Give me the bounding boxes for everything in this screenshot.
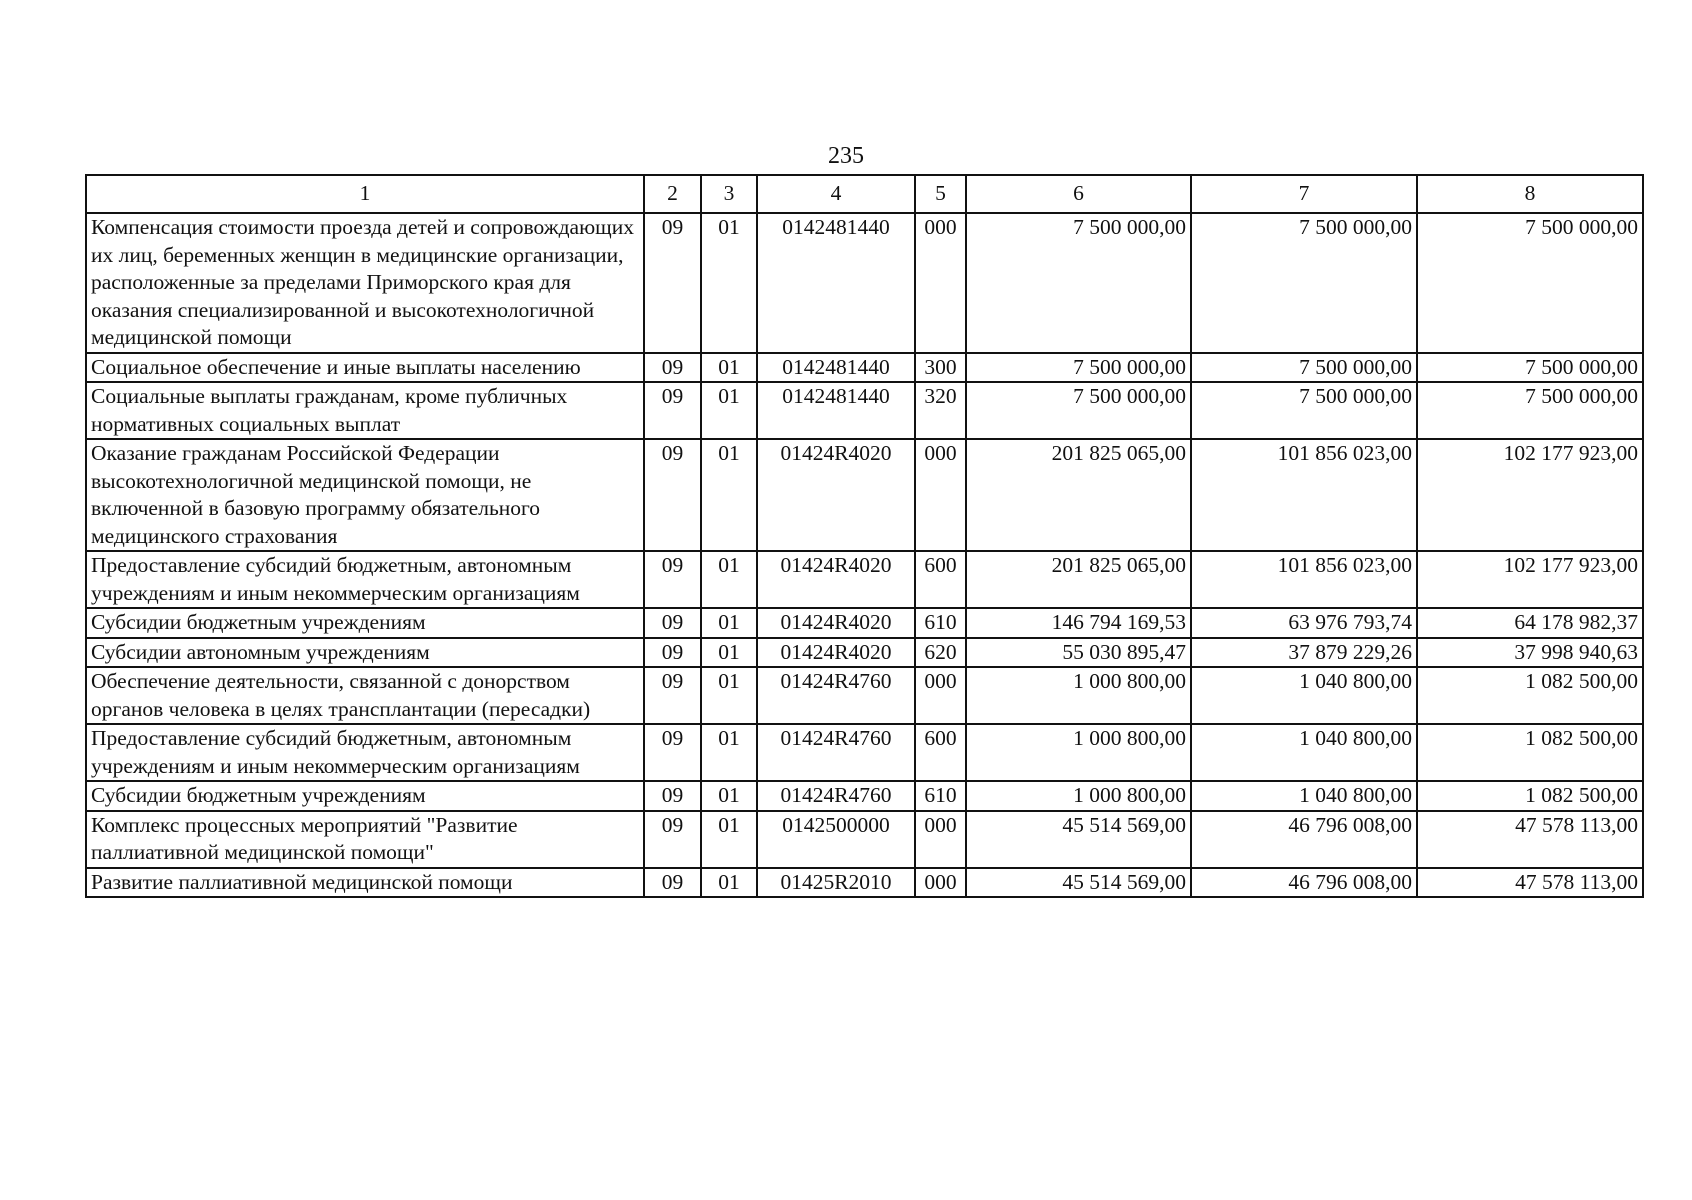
row-subsection-code: 01 xyxy=(701,551,757,608)
row-amount-col8: 7 500 000,00 xyxy=(1417,353,1643,383)
row-description: Предоставление субсидий бюджетным, автономным учреждениям и иным некоммерческим организациям xyxy=(86,724,644,781)
row-expense-type-code: 600 xyxy=(915,551,966,608)
column-header-8: 8 xyxy=(1417,175,1643,213)
row-subsection-code: 01 xyxy=(701,811,757,868)
row-subsection-code: 01 xyxy=(701,781,757,811)
table-row xyxy=(86,213,1643,353)
row-target-article-code: 01425R2010 xyxy=(757,868,915,898)
table-row xyxy=(86,353,1643,383)
row-expense-type-code: 300 xyxy=(915,353,966,383)
row-target-article-code: 01424R4020 xyxy=(757,608,915,638)
row-amount-col6: 201 825 065,00 xyxy=(966,551,1191,608)
row-description: Социальное обеспечение и иные выплаты населению xyxy=(86,353,644,383)
table-row xyxy=(86,724,1643,781)
row-amount-col6: 7 500 000,00 xyxy=(966,353,1191,383)
row-description: Развитие паллиативной медицинской помощи xyxy=(86,868,644,898)
row-amount-col8: 102 177 923,00 xyxy=(1417,439,1643,551)
row-amount-col8: 1 082 500,00 xyxy=(1417,667,1643,724)
row-expense-type-code: 610 xyxy=(915,781,966,811)
row-expense-type-code: 320 xyxy=(915,382,966,439)
row-subsection-code: 01 xyxy=(701,213,757,353)
row-amount-col8: 102 177 923,00 xyxy=(1417,551,1643,608)
row-section-code: 09 xyxy=(644,213,701,353)
row-target-article-code: 0142500000 xyxy=(757,811,915,868)
row-section-code: 09 xyxy=(644,781,701,811)
table-body xyxy=(86,213,1643,897)
row-subsection-code: 01 xyxy=(701,439,757,551)
row-target-article-code: 01424R4760 xyxy=(757,667,915,724)
row-section-code: 09 xyxy=(644,868,701,898)
row-target-article-code: 0142481440 xyxy=(757,382,915,439)
row-target-article-code: 01424R4760 xyxy=(757,724,915,781)
row-subsection-code: 01 xyxy=(701,868,757,898)
row-amount-col8: 64 178 982,37 xyxy=(1417,608,1643,638)
row-section-code: 09 xyxy=(644,353,701,383)
row-description: Оказание гражданам Российской Федерации высокотехнологичной медицинской помощи, не включенной в базовую программу обязательного медицинского страхования xyxy=(86,439,644,551)
row-section-code: 09 xyxy=(644,551,701,608)
row-amount-col7: 46 796 008,00 xyxy=(1191,868,1417,898)
row-section-code: 09 xyxy=(644,667,701,724)
row-amount-col8: 47 578 113,00 xyxy=(1417,811,1643,868)
row-target-article-code: 01424R4020 xyxy=(757,551,915,608)
budget-table xyxy=(85,174,1644,898)
row-amount-col6: 201 825 065,00 xyxy=(966,439,1191,551)
column-header-7: 7 xyxy=(1191,175,1417,213)
row-amount-col7: 1 040 800,00 xyxy=(1191,667,1417,724)
row-amount-col8: 7 500 000,00 xyxy=(1417,213,1643,353)
page-number: 235 xyxy=(828,143,864,169)
row-amount-col6: 146 794 169,53 xyxy=(966,608,1191,638)
table-row xyxy=(86,868,1643,898)
row-description: Социальные выплаты гражданам, кроме публичных нормативных социальных выплат xyxy=(86,382,644,439)
row-amount-col6: 55 030 895,47 xyxy=(966,638,1191,668)
row-amount-col7: 101 856 023,00 xyxy=(1191,439,1417,551)
row-description: Субсидии автономным учреждениям xyxy=(86,638,644,668)
row-section-code: 09 xyxy=(644,439,701,551)
row-description: Предоставление субсидий бюджетным, автономным учреждениям и иным некоммерческим организациям xyxy=(86,551,644,608)
table-row xyxy=(86,811,1643,868)
row-amount-col8: 37 998 940,63 xyxy=(1417,638,1643,668)
row-expense-type-code: 000 xyxy=(915,439,966,551)
row-expense-type-code: 620 xyxy=(915,638,966,668)
row-target-article-code: 0142481440 xyxy=(757,353,915,383)
row-section-code: 09 xyxy=(644,811,701,868)
row-target-article-code: 01424R4020 xyxy=(757,638,915,668)
row-subsection-code: 01 xyxy=(701,724,757,781)
row-amount-col7: 1 040 800,00 xyxy=(1191,781,1417,811)
row-amount-col6: 1 000 800,00 xyxy=(966,667,1191,724)
row-amount-col8: 7 500 000,00 xyxy=(1417,382,1643,439)
table-row xyxy=(86,608,1643,638)
row-expense-type-code: 000 xyxy=(915,213,966,353)
row-description: Комплекс процессных мероприятий "Развитие паллиативной медицинской помощи" xyxy=(86,811,644,868)
row-target-article-code: 0142481440 xyxy=(757,213,915,353)
row-amount-col7: 7 500 000,00 xyxy=(1191,382,1417,439)
row-subsection-code: 01 xyxy=(701,382,757,439)
row-amount-col6: 45 514 569,00 xyxy=(966,811,1191,868)
table-header-row xyxy=(86,175,1643,213)
table-row xyxy=(86,382,1643,439)
table-row xyxy=(86,667,1643,724)
row-description: Субсидии бюджетным учреждениям xyxy=(86,781,644,811)
row-amount-col6: 45 514 569,00 xyxy=(966,868,1191,898)
table-row xyxy=(86,439,1643,551)
column-header-4: 4 xyxy=(757,175,915,213)
row-subsection-code: 01 xyxy=(701,353,757,383)
row-amount-col8: 1 082 500,00 xyxy=(1417,781,1643,811)
row-description: Компенсация стоимости проезда детей и сопровождающих их лиц, беременных женщин в медицинские организации, расположенные за пределами Приморского края для оказания специализированной и высокотехнологичной медицинской помощи xyxy=(86,213,644,353)
row-amount-col8: 47 578 113,00 xyxy=(1417,868,1643,898)
row-amount-col6: 7 500 000,00 xyxy=(966,213,1191,353)
column-header-1: 1 xyxy=(86,175,644,213)
row-expense-type-code: 610 xyxy=(915,608,966,638)
row-target-article-code: 01424R4760 xyxy=(757,781,915,811)
column-header-5: 5 xyxy=(915,175,966,213)
column-header-2: 2 xyxy=(644,175,701,213)
row-amount-col6: 1 000 800,00 xyxy=(966,781,1191,811)
row-amount-col7: 1 040 800,00 xyxy=(1191,724,1417,781)
row-section-code: 09 xyxy=(644,608,701,638)
table-row xyxy=(86,781,1643,811)
row-amount-col8: 1 082 500,00 xyxy=(1417,724,1643,781)
row-amount-col7: 37 879 229,26 xyxy=(1191,638,1417,668)
row-expense-type-code: 600 xyxy=(915,724,966,781)
row-description: Субсидии бюджетным учреждениям xyxy=(86,608,644,638)
column-header-3: 3 xyxy=(701,175,757,213)
row-amount-col7: 46 796 008,00 xyxy=(1191,811,1417,868)
table-row xyxy=(86,638,1643,668)
row-target-article-code: 01424R4020 xyxy=(757,439,915,551)
row-amount-col7: 101 856 023,00 xyxy=(1191,551,1417,608)
row-amount-col6: 7 500 000,00 xyxy=(966,382,1191,439)
row-subsection-code: 01 xyxy=(701,638,757,668)
row-expense-type-code: 000 xyxy=(915,811,966,868)
row-section-code: 09 xyxy=(644,638,701,668)
row-section-code: 09 xyxy=(644,382,701,439)
row-amount-col7: 63 976 793,74 xyxy=(1191,608,1417,638)
row-subsection-code: 01 xyxy=(701,608,757,638)
row-amount-col6: 1 000 800,00 xyxy=(966,724,1191,781)
row-description: Обеспечение деятельности, связанной с донорством органов человека в целях трансплантации (пересадки) xyxy=(86,667,644,724)
row-expense-type-code: 000 xyxy=(915,667,966,724)
row-amount-col7: 7 500 000,00 xyxy=(1191,353,1417,383)
column-header-6: 6 xyxy=(966,175,1191,213)
row-amount-col7: 7 500 000,00 xyxy=(1191,213,1417,353)
row-section-code: 09 xyxy=(644,724,701,781)
row-expense-type-code: 000 xyxy=(915,868,966,898)
row-subsection-code: 01 xyxy=(701,667,757,724)
table-row xyxy=(86,551,1643,608)
